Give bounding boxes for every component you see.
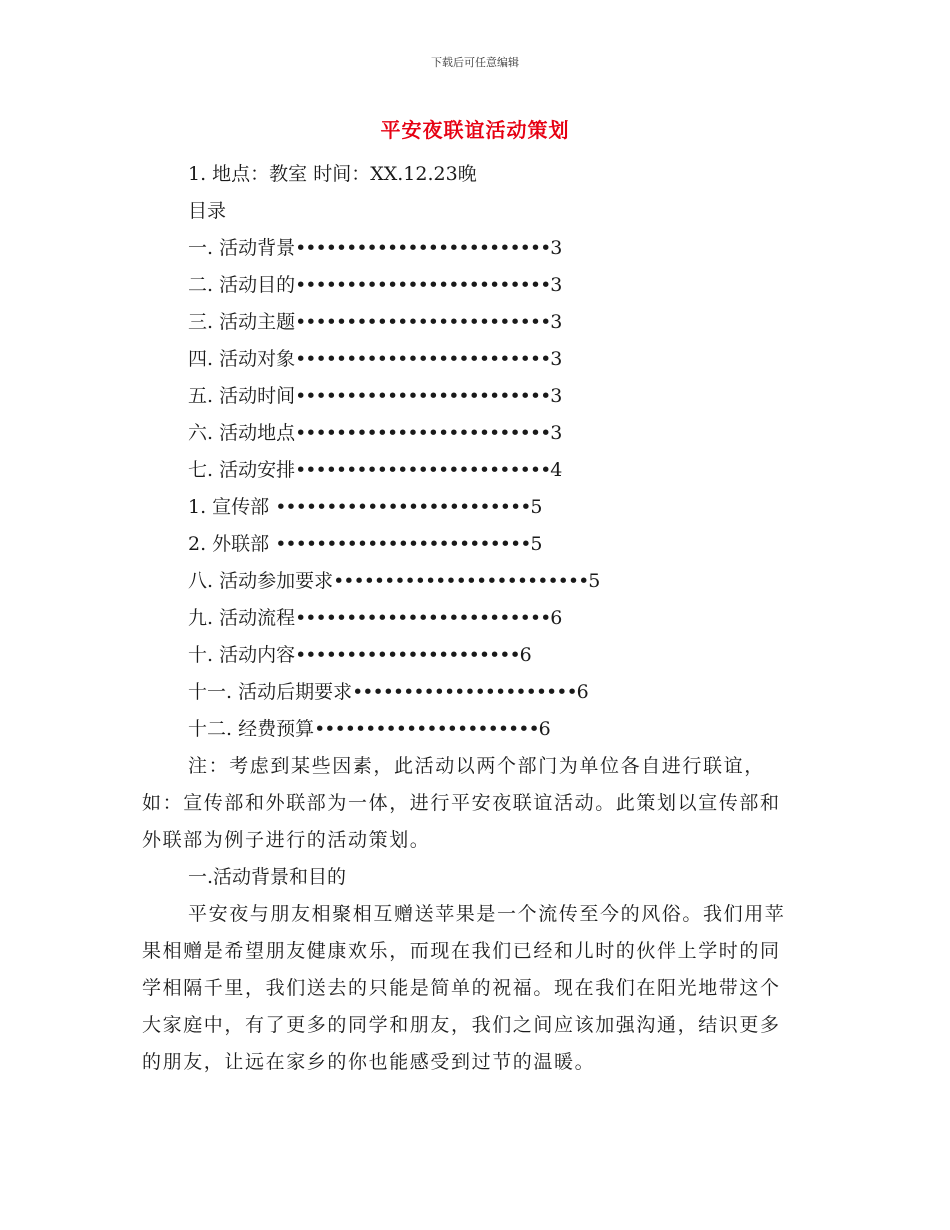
toc-item-dots: ••••••••••••••••••••••••• [295,348,551,370]
toc-item [142,452,797,489]
toc-item-label: 十一. 活动后期要求 [188,681,353,703]
toc-item [142,600,797,637]
toc-item-page: 5 [530,533,543,555]
toc-item-page: 6 [550,607,563,629]
toc-item-label: 三. 活动主题 [188,311,296,333]
toc-item [142,341,797,378]
toc-item-page: 3 [550,311,563,333]
toc-item-dots: ••••••••••••••••••••••••• [295,459,551,481]
toc-item-label: 十. 活动内容 [188,644,296,666]
toc-item [142,563,797,600]
toc-item-dots: ••••••••••••••••••••••••• [295,311,551,333]
toc-item [142,526,797,563]
toc-item-label: 1. 宣传部 [188,496,276,518]
toc-item [142,304,797,341]
toc-item [142,267,797,304]
toc-item-dots: ••••••••••••••••••••••••• [275,533,531,555]
toc-item-dots: •••••••••••••••••••••• [352,681,577,703]
toc-item-dots: ••••••••••••••••••••••••• [333,570,589,592]
toc-item-page: 3 [550,237,563,259]
toc-item [142,674,797,711]
toc-item-dots: ••••••••••••••••••••••••• [295,237,551,259]
toc-item-page: 3 [550,422,563,444]
toc-item [142,711,797,748]
toc-item-dots: ••••••••••••••••••••••••• [295,607,551,629]
toc-item-label: 二. 活动目的 [188,274,296,296]
toc-item-page: 4 [550,459,563,481]
table-of-contents [142,230,797,748]
toc-item-dots: •••••••••••••••••••••• [314,718,539,740]
toc-item-dots: ••••••••••••••••••••••••• [295,385,551,407]
toc-item [142,637,797,674]
toc-item-label: 2. 外联部 [188,533,276,555]
toc-item-dots: ••••••••••••••••••••••••• [295,422,551,444]
toc-item [142,378,797,415]
toc-item [142,489,797,526]
toc-item-page: 5 [588,570,601,592]
toc-item-label: 七. 活动安排 [188,459,296,481]
toc-item-label: 十二. 经费预算 [188,718,315,740]
toc-item-label: 八. 活动参加要求 [188,570,334,592]
toc-item-page: 6 [538,718,551,740]
toc-item [142,415,797,452]
section-paragraph: 平安夜与朋友相聚相互赠送苹果是一个流传至今的风俗。我们用苹果相赠是希望朋友健康欢乐，而现在我们已经和儿时的伙伴上学时的同学相隔千里，我们送去的只能是简单的祝福。现在我们在阳光地带这个大家庭中，有了更多的同学和朋友，我们之间应该加强沟通，结识更多的朋友，让远在家乡的你也能感受到过节的温暖。 [142,903,786,1073]
toc-item [142,230,797,267]
toc-item-page: 3 [550,348,563,370]
toc-item-label: 六. 活动地点 [188,422,296,444]
toc-item-page: 6 [519,644,532,666]
toc-item-label: 一. 活动背景 [188,237,296,259]
toc-item-label: 四. 活动对象 [188,348,296,370]
toc-item-dots: •••••••••••••••••••••• [295,644,520,666]
location-time-line: 1. 地点：教室 时间：XX.12.23晚 [188,163,477,185]
toc-item-dots: ••••••••••••••••••••••••• [295,274,551,296]
document-body [142,156,797,1081]
header-note: 下载后可任意编辑 [431,56,519,69]
toc-item-label: 九. 活动流程 [188,607,296,629]
section-heading: 一.活动背景和目的 [188,866,347,888]
toc-heading: 目录 [188,200,227,222]
toc-item-page: 3 [550,385,563,407]
toc-item-page: 3 [550,274,563,296]
toc-item-page: 6 [576,681,589,703]
toc-item-page: 5 [530,496,543,518]
document-title: 平安夜联谊活动策划 [380,118,570,142]
toc-item-label: 五. 活动时间 [188,385,296,407]
note-paragraph: 注：考虑到某些因素，此活动以两个部门为单位各自进行联谊，如：宣传部和外联部为一体，进行平安夜联谊活动。此策划以宣传部和外联部为例子进行的活动策划。 [142,755,781,851]
toc-item-dots: ••••••••••••••••••••••••• [275,496,531,518]
